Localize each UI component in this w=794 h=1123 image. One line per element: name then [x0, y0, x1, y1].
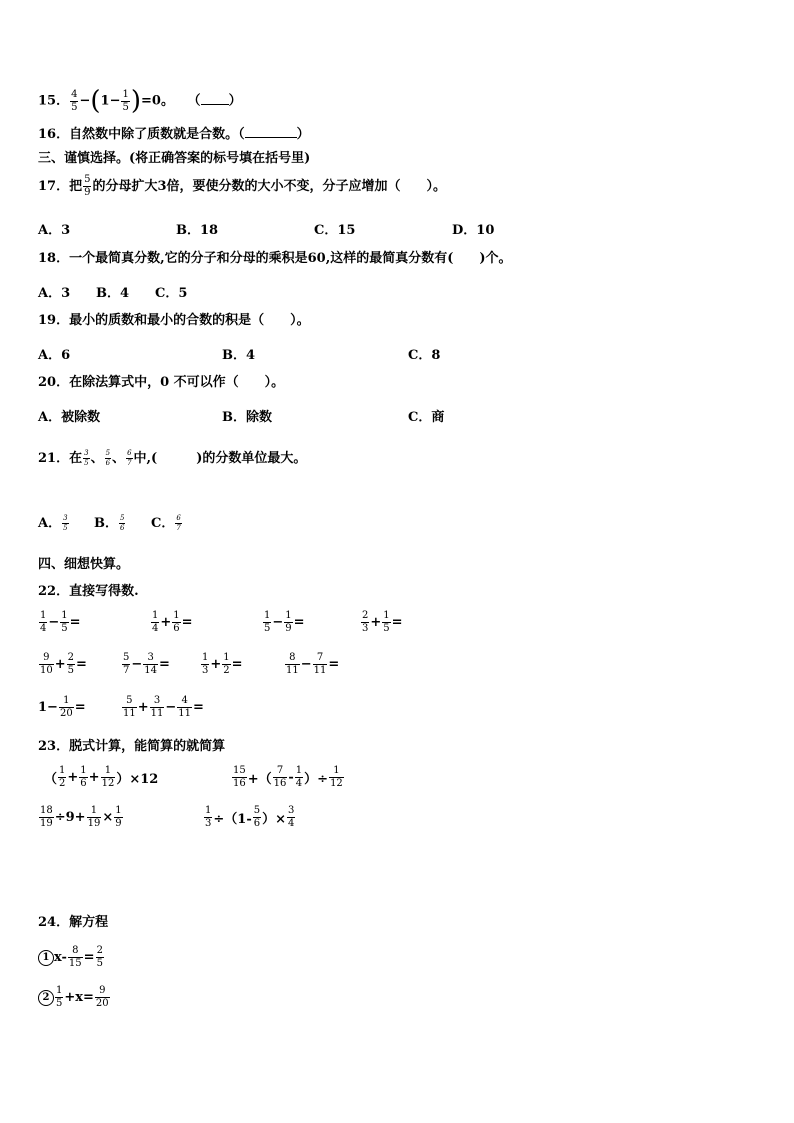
quick-calc-item: $\frac{9}{10}$ + $\frac{2}{5}$ =: [40, 652, 87, 676]
fraction: $\frac{1}{19}$: [87, 805, 101, 829]
fraction: $\frac{4}{11}$: [178, 695, 192, 719]
fraction: $\frac{1}{5}$: [61, 610, 68, 634]
fraction: $\frac{9}{20}$: [95, 985, 109, 1009]
question-23: 23．脱式计算，能简算的就简算: [38, 739, 226, 754]
fraction: $\frac{1}{9}$: [115, 805, 122, 829]
option-c[interactable]: C．商: [408, 410, 445, 425]
fraction: $\frac{15}{16}$: [233, 765, 246, 789]
fraction: $\frac{1}{6}$: [80, 765, 87, 789]
fraction: $\frac{7}{16}$: [273, 765, 287, 789]
fraction: $\frac{4}{5}$: [71, 88, 78, 113]
quick-calc-item: 1− $\frac{1}{20}$ =: [38, 695, 86, 719]
fraction: $\frac{18}{19}$: [40, 805, 53, 829]
quick-calc-item: $\frac{5}{11}$ + $\frac{3}{11}$ − $\frac{4}{11}$ =: [123, 695, 204, 719]
circled-number: 1: [38, 950, 54, 966]
circled-number: 2: [38, 990, 54, 1006]
option-a[interactable]: A．3: [38, 286, 71, 301]
option-d[interactable]: D．10: [452, 223, 495, 238]
fraction: $\frac{1}{5}$: [264, 610, 271, 634]
answer-blank[interactable]: [201, 92, 229, 105]
fraction: $\frac{6}{7}$: [176, 514, 181, 532]
option-b[interactable]: B．除数: [222, 410, 272, 425]
option-a[interactable]: A．被除数: [38, 410, 101, 425]
fraction: $\frac{5}{6}$: [120, 514, 125, 532]
option-c[interactable]: C． $\frac{6}{7}$: [151, 514, 181, 532]
question-16: 16．自然数中除了质数就是合数。（ ）: [38, 127, 310, 142]
option-b[interactable]: B．4: [96, 286, 130, 301]
calc-expression-3: $\frac{18}{19}$ ÷9+ $\frac{1}{19}$ × $\frac{1}{9}$: [40, 805, 122, 829]
quick-calc-item: $\frac{8}{11}$ − $\frac{7}{11}$ =: [286, 652, 340, 676]
fraction: $\frac{3}{11}$: [150, 695, 164, 719]
option-b[interactable]: B．18: [176, 223, 219, 238]
option-a[interactable]: A．6: [38, 348, 71, 363]
question-22: 22．直接写得数.: [38, 584, 139, 599]
fraction: $\frac{8}{11}$: [286, 652, 299, 676]
fraction: $\frac{1}{4}$: [295, 765, 303, 789]
fraction: $\frac{1}{20}$: [59, 695, 73, 719]
fraction: $\frac{1}{5}$: [56, 985, 63, 1009]
calc-expression-1: （ $\frac{1}{2}$ + $\frac{1}{6}$ + $\frac{1}{12}$ ）×12: [44, 765, 159, 789]
fraction: $\frac{6}{7}$: [127, 449, 132, 467]
option-c[interactable]: C．15: [314, 223, 356, 238]
question-17: 17．把 $\frac{5}{9}$ 的分母扩大3倍，要使分数的大小不变，分子应增加（ ）。: [38, 174, 447, 198]
fraction: $\frac{2}{3}$: [362, 610, 369, 634]
option-b[interactable]: B． $\frac{5}{6}$: [94, 514, 125, 532]
section-4-heading: 四、细想快算。: [38, 557, 130, 572]
fraction: $\frac{1}{4}$: [152, 610, 159, 634]
option-c[interactable]: C．5: [155, 286, 188, 301]
fraction: $\frac{1}{2}$: [223, 652, 230, 676]
fraction: $\frac{5}{6}$: [105, 449, 111, 467]
equation-2: 2 $\frac{1}{5}$ +x= $\frac{9}{20}$: [38, 986, 111, 1009]
fraction: $\frac{5}{9}$: [84, 174, 91, 198]
fraction: $\frac{7}{11}$: [313, 652, 327, 676]
question-24: 24．解方程: [38, 915, 109, 930]
fraction: $\frac{1}{6}$: [173, 610, 180, 634]
fraction: $\frac{1}{5}$: [122, 88, 129, 113]
fraction: $\frac{1}{3}$: [205, 805, 212, 829]
fraction: $\frac{3}{5}$: [84, 449, 89, 467]
fraction: $\frac{9}{10}$: [40, 652, 53, 676]
question-18: 18．一个最简真分数,它的分子和分母的乘积是60,这样的最简真分数有( )个。: [38, 251, 512, 266]
question-19: 19．最小的质数和最小的合数的积是（ ）。: [38, 313, 310, 328]
question-20: 20．在除法算式中，0 不可以作（ ）。: [38, 375, 285, 390]
quick-calc-item: $\frac{1}{4}$ − $\frac{1}{5}$ =: [40, 610, 81, 634]
fraction: $\frac{3}{5}$: [63, 514, 68, 532]
quick-calc-item: $\frac{1}{4}$ + $\frac{1}{6}$ =: [152, 610, 193, 634]
question-21: 21．在 $\frac{3}{5}$ 、 $\frac{5}{6}$ 、 $\frac{6}{7}$ 中,( )的分数单位最大。: [38, 449, 307, 467]
option-b[interactable]: B．4: [222, 348, 256, 363]
fraction: $\frac{8}{15}$: [68, 945, 82, 969]
fraction: $\frac{2}{5}$: [96, 945, 103, 969]
fraction: $\frac{1}{12}$: [101, 765, 115, 789]
fraction: $\frac{2}{5}$: [67, 652, 75, 676]
fraction: $\frac{1}{5}$: [383, 610, 390, 634]
option-c[interactable]: C．8: [408, 348, 441, 363]
section-3-heading: 三、谨慎选择。(将正确答案的标号填在括号里): [38, 151, 311, 166]
equation-1: 1 x- $\frac{8}{15}$ = $\frac{2}{5}$: [38, 946, 105, 969]
fraction: $\frac{3}{4}$: [288, 805, 295, 829]
calc-expression-4: $\frac{1}{3}$ ÷（1- $\frac{5}{6}$ ）× $\frac{3}{4}$: [205, 805, 295, 829]
fraction: $\frac{5}{7}$: [123, 652, 130, 676]
fraction: $\frac{1}{2}$: [59, 765, 66, 789]
answer-blank[interactable]: [245, 125, 297, 138]
quick-calc-item: $\frac{2}{3}$ + $\frac{1}{5}$ =: [362, 610, 403, 634]
option-a[interactable]: A．3: [38, 223, 71, 238]
quick-calc-item: $\frac{1}{5}$ − $\frac{1}{9}$ =: [264, 610, 305, 634]
fraction: $\frac{1}{9}$: [285, 610, 292, 634]
fraction: $\frac{3}{14}$: [144, 652, 158, 676]
fraction: $\frac{1}{4}$: [40, 610, 47, 634]
fraction: $\frac{1}{3}$: [202, 652, 209, 676]
quick-calc-item: $\frac{1}{3}$ + $\frac{1}{2}$ =: [202, 652, 243, 676]
question-15: 15． $\frac{4}{5}$ −(1− $\frac{1}{5}$ )=0。 （ ）: [38, 86, 242, 116]
option-a[interactable]: A． $\frac{3}{5}$: [38, 514, 68, 532]
fraction: $\frac{5}{11}$: [123, 695, 136, 719]
fraction: $\frac{1}{12}$: [330, 765, 343, 789]
calc-expression-2: $\frac{15}{16}$ +（ $\frac{7}{16}$ - $\frac{1}{4}$ ）÷ $\frac{1}{12}$: [233, 765, 343, 789]
fraction: $\frac{5}{6}$: [253, 805, 261, 829]
quick-calc-item: $\frac{5}{7}$ − $\frac{3}{14}$ =: [123, 652, 170, 676]
